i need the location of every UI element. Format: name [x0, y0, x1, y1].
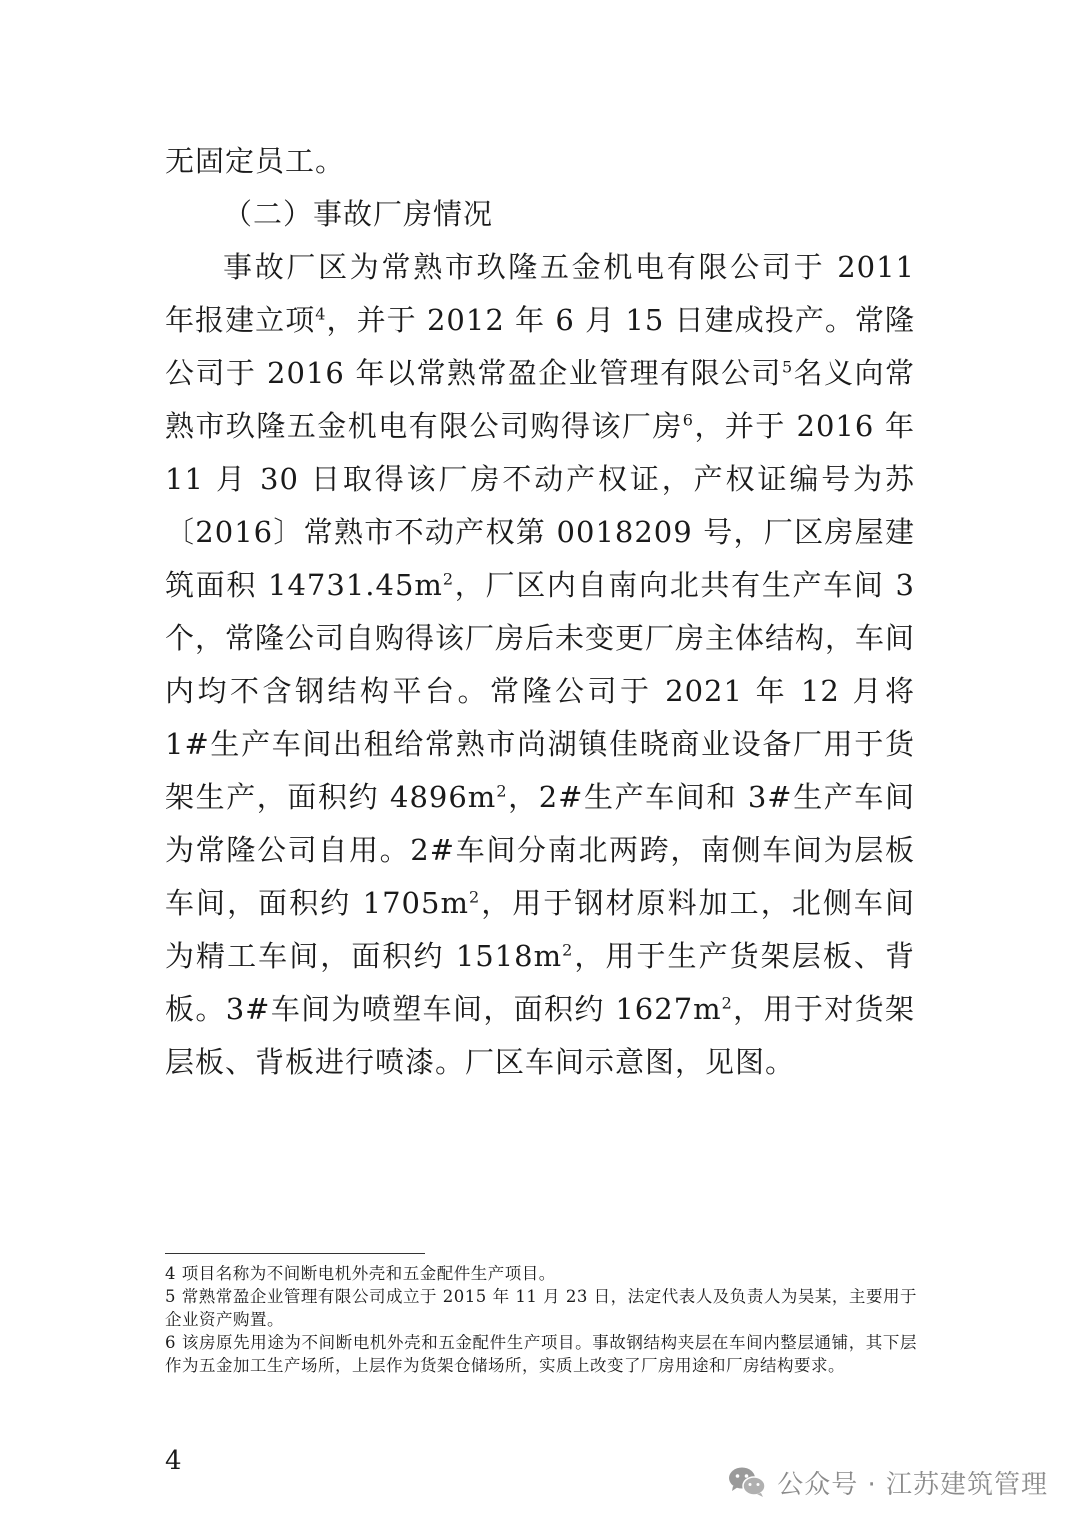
watermark [727, 1462, 1048, 1502]
footnote-divider [165, 1253, 425, 1254]
text-run: ，用于生产货架层板、背板。3#车间为喷塑车间，面积约 1627m [165, 939, 915, 1026]
text-run: 名义向常熟市玖隆五金机电有限公司购得该厂房 [165, 356, 915, 443]
text-run: ，厂区内自南向北共有生产车间 3 个，常隆公司自购得该厂房后未变更厂房主体结构，车间内均不含钢结构平台。常隆公司于 2021 年 12 月将 1#生产车间出租给常熟市尚湖镇佳晓商业设备厂用于货架生产，面积约 4896m [165, 568, 916, 814]
superscript-squared: 2 [496, 781, 508, 801]
text-run: ，并于 2012 年 6 月 15 日建成投产。常隆公司于 2016 年以常熟常盈企业管理有限公司 [165, 303, 915, 390]
footnote-ref-4[interactable]: 4 [315, 304, 327, 324]
section-title: （二）事故厂房情况 [223, 197, 494, 231]
text-run: ，并于 2016 年 11 月 30 日取得该厂房不动产权证，产权证编号为苏〔2016〕常熟市不动产权第 0018209 号，厂区房屋建筑面积 14731.45m [165, 409, 915, 602]
footnote-4: 4 项目名称为不间断电机外壳和五金配件生产项目。 [165, 1264, 556, 1283]
superscript-squared: 2 [468, 887, 481, 907]
wechat-icon [727, 1465, 767, 1499]
text-run: ，用于钢材原料加工，北侧车间为精工车间，面积约 1518m [165, 886, 915, 973]
watermark-text: 公众号 · 江苏建筑管理 [777, 1469, 1048, 1500]
footnotes [165, 1262, 917, 1377]
footnote-ref-5[interactable]: 5 [781, 357, 794, 377]
body-text [165, 135, 915, 1089]
paragraph-factory-info [165, 241, 915, 1089]
footnote-ref-6[interactable]: 6 [682, 410, 694, 430]
footnote-6: 6 该房原先用途为不间断电机外壳和五金配件生产项目。事故钢结构夹层在车间内整层通铺，其下层作为五金加工生产场所，上层作为货架仓储场所，实质上改变了厂房用途和厂房结构要求。 [165, 1333, 917, 1375]
text-run: ，2#生产车间和 3#生产车间为常隆公司自用。2#车间分南北两跨，南侧车间为层板车间，面积约 1705m [165, 780, 915, 920]
page-number: 4 [165, 1446, 182, 1476]
superscript-squared: 2 [721, 993, 733, 1013]
text-run: ，用于对货架层板、背板进行喷漆。厂区车间示意图，见图。 [165, 992, 915, 1079]
paragraph-continuation: 无固定员工。 [165, 144, 346, 178]
superscript-squared: 2 [442, 569, 455, 589]
text-run: 事故厂区为常熟市玖隆五金机电有限公司于 2011 年报建立项 [165, 250, 915, 337]
footnote-5: 5 常熟常盈企业管理有限公司成立于 2015 年 11 月 23 日，法定代表人及负责人为吴某，主要用于企业资产购置。 [165, 1287, 917, 1329]
superscript-squared: 2 [562, 940, 574, 960]
